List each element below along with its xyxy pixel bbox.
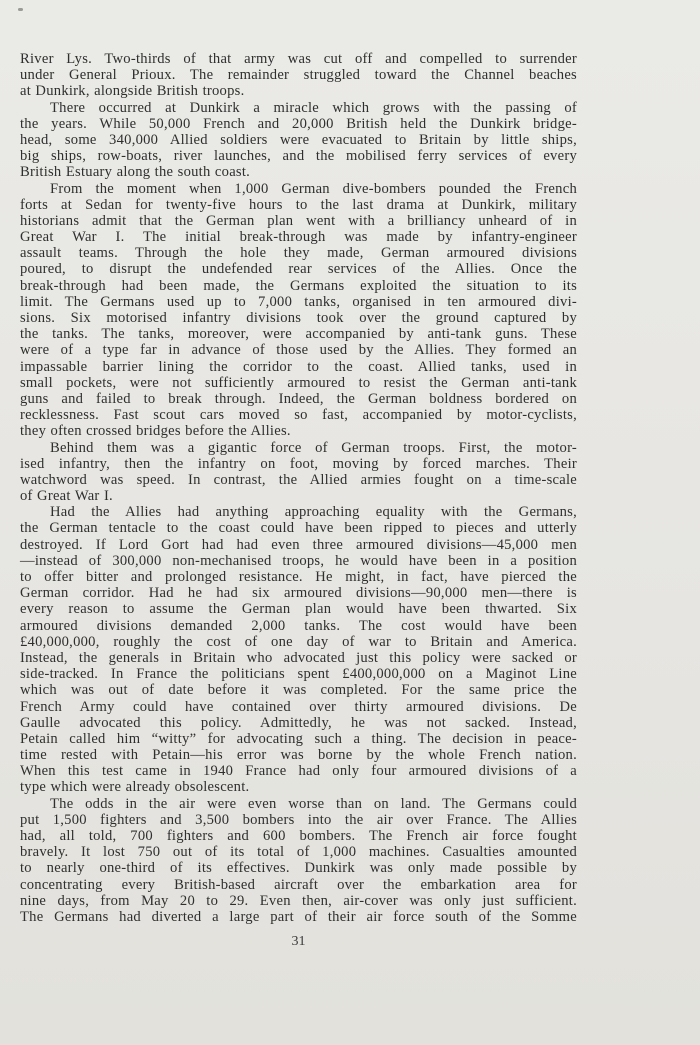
text-line: were of a type far in advance of those used by the Allies. They formed an (20, 342, 577, 359)
text-line: When this test came in 1940 France had only four armoured divisions of a (20, 763, 577, 780)
text-line: £40,000,000, roughly the cost of one day of war to Britain and America. (20, 633, 577, 650)
text-line: the tanks. The tanks, moreover, were accompanied by anti-tank guns. These (20, 326, 577, 343)
text-line: of Great War I. (20, 488, 113, 505)
text-line: time rested with Petain—his error was borne by the whole French nation. (20, 747, 577, 764)
text-line: which was out of date before it was completed. For the same price the (20, 682, 577, 699)
text-line: every reason to assume the German plan would have been thwarted. Six (20, 601, 577, 618)
text-line: big ships, row-boats, river launches, and the mobilised ferry services of every (20, 148, 577, 165)
text-line: under General Prioux. The remainder struggled toward the Channel beaches (20, 67, 577, 84)
text-line: the years. While 50,000 French and 20,000 British held the Dunkirk bridge- (20, 115, 577, 132)
text-line: bravely. It lost 750 out of its total of 1,000 machines. Casualties amounted (20, 844, 577, 861)
text-line: historians admit that the German plan went with a brilliancy unheard of in (20, 212, 577, 229)
text-line: Gaulle advocated this policy. Admittedly, he was not sacked. Instead, (20, 714, 577, 731)
text-line: British Estuary along the south coast. (20, 164, 251, 181)
text-line: had, all told, 700 fighters and 600 bombers. The French air force fought (20, 828, 577, 844)
text-line: recklessness. Fast scout cars moved so fast, accompanied by motor-cyclists, (20, 407, 577, 424)
text-line: German corridor. Had he had six armoured divisions—90,000 men—there is (20, 585, 577, 602)
text-line: River Lys. Two-thirds of that army was cut off and compelled to surrender (20, 51, 577, 67)
text-line: guns and failed to break through. Indeed, the German boldness bordered on (20, 390, 577, 407)
text-line: sions. Six motorised infantry divisions took over the ground captured by (20, 310, 577, 326)
text-line: poured, to disrupt the undefended rear services of the Allies. Once the (20, 261, 577, 278)
paper-speck (18, 8, 23, 11)
text-line: armoured divisions demanded 2,000 tanks. The cost would have been (20, 617, 577, 634)
text-line: the German tentacle to the coast could have been ripped to pieces and utterly (20, 520, 577, 537)
text-line: The Germans had diverted a large part of their air force south of the Somme (20, 908, 577, 925)
text-line: assault teams. Through the hole they made, German armoured divisions (20, 245, 577, 262)
text-line: head, some 340,000 Allied soldiers were evacuated to Britain by little ships, (20, 131, 577, 148)
text-line: to nearly one-third of its effectives. Dunkirk was only made possible by (20, 860, 577, 877)
text-line: side-tracked. In France the politicians spent £400,000,000 on a Maginot Line (20, 666, 577, 683)
text-line: they often crossed bridges before the Allies. (20, 423, 291, 440)
text-line: Instead, the generals in Britain who advocated just this policy were sacked or (20, 649, 577, 666)
text-line: limit. The Germans used up to 7,000 tanks, organised in ten armoured divi- (20, 293, 577, 310)
text-line: impassable barrier lining the corridor to the coast. Allied tanks, used in (20, 358, 577, 375)
text-line: concentrating every British-based aircraft over the embarkation area for (20, 876, 577, 893)
text-line: at Dunkirk, alongside British troops. (20, 83, 245, 100)
text-line: type which were already obsolescent. (20, 779, 250, 796)
text-line: nine days, from May 20 to 29. Even then, air-cover was only just sufficient. (20, 892, 577, 909)
text-line: Great War I. The initial break-through was made by infantry-engineer (20, 229, 577, 246)
text-line: ised infantry, then the infantry on foot, moving by forced marches. Their (20, 455, 577, 472)
text-line: There occurred at Dunkirk a miracle which grows with the passing of (50, 99, 577, 116)
text-line: watchword was speed. In contrast, the Allied armies fought on a time-scale (20, 471, 577, 488)
text-line: destroyed. If Lord Gort had had even three armoured divisions—45,000 men (20, 536, 577, 553)
text-line: Had the Allies had anything approaching equality with the Germans, (50, 504, 577, 521)
text-line: —instead of 300,000 non-mechanised troops, he would have been in a position (20, 552, 577, 569)
text-line: put 1,500 fighters and 3,500 bombers into the air over France. The Allies (20, 811, 577, 828)
text-line: French Army could have contained over thirty armoured divisions. De (20, 698, 577, 715)
text-line: small pockets, were not sufficiently armoured to resist the German anti-tank (20, 374, 577, 391)
text-line: break-through had been made, the Germans exploited the situation to its (20, 277, 577, 294)
text-line: forts at Sedan for twenty-five hours to the last drama at Dunkirk, military (20, 196, 577, 213)
body-text (20, 51, 577, 925)
page-number: 31 (291, 934, 306, 949)
text-line: to offer bitter and prolonged resistance. He might, in fact, have pierced the (20, 569, 577, 585)
text-line: Petain called him “witty” for advocating such a thing. The decision in peace- (20, 730, 577, 747)
text-line: The odds in the air were even worse than on land. The Germans could (50, 795, 577, 812)
text-line: Behind them was a gigantic force of German troops. First, the motor- (50, 439, 577, 456)
text-line: From the moment when 1,000 German dive-bombers pounded the French (50, 180, 577, 197)
